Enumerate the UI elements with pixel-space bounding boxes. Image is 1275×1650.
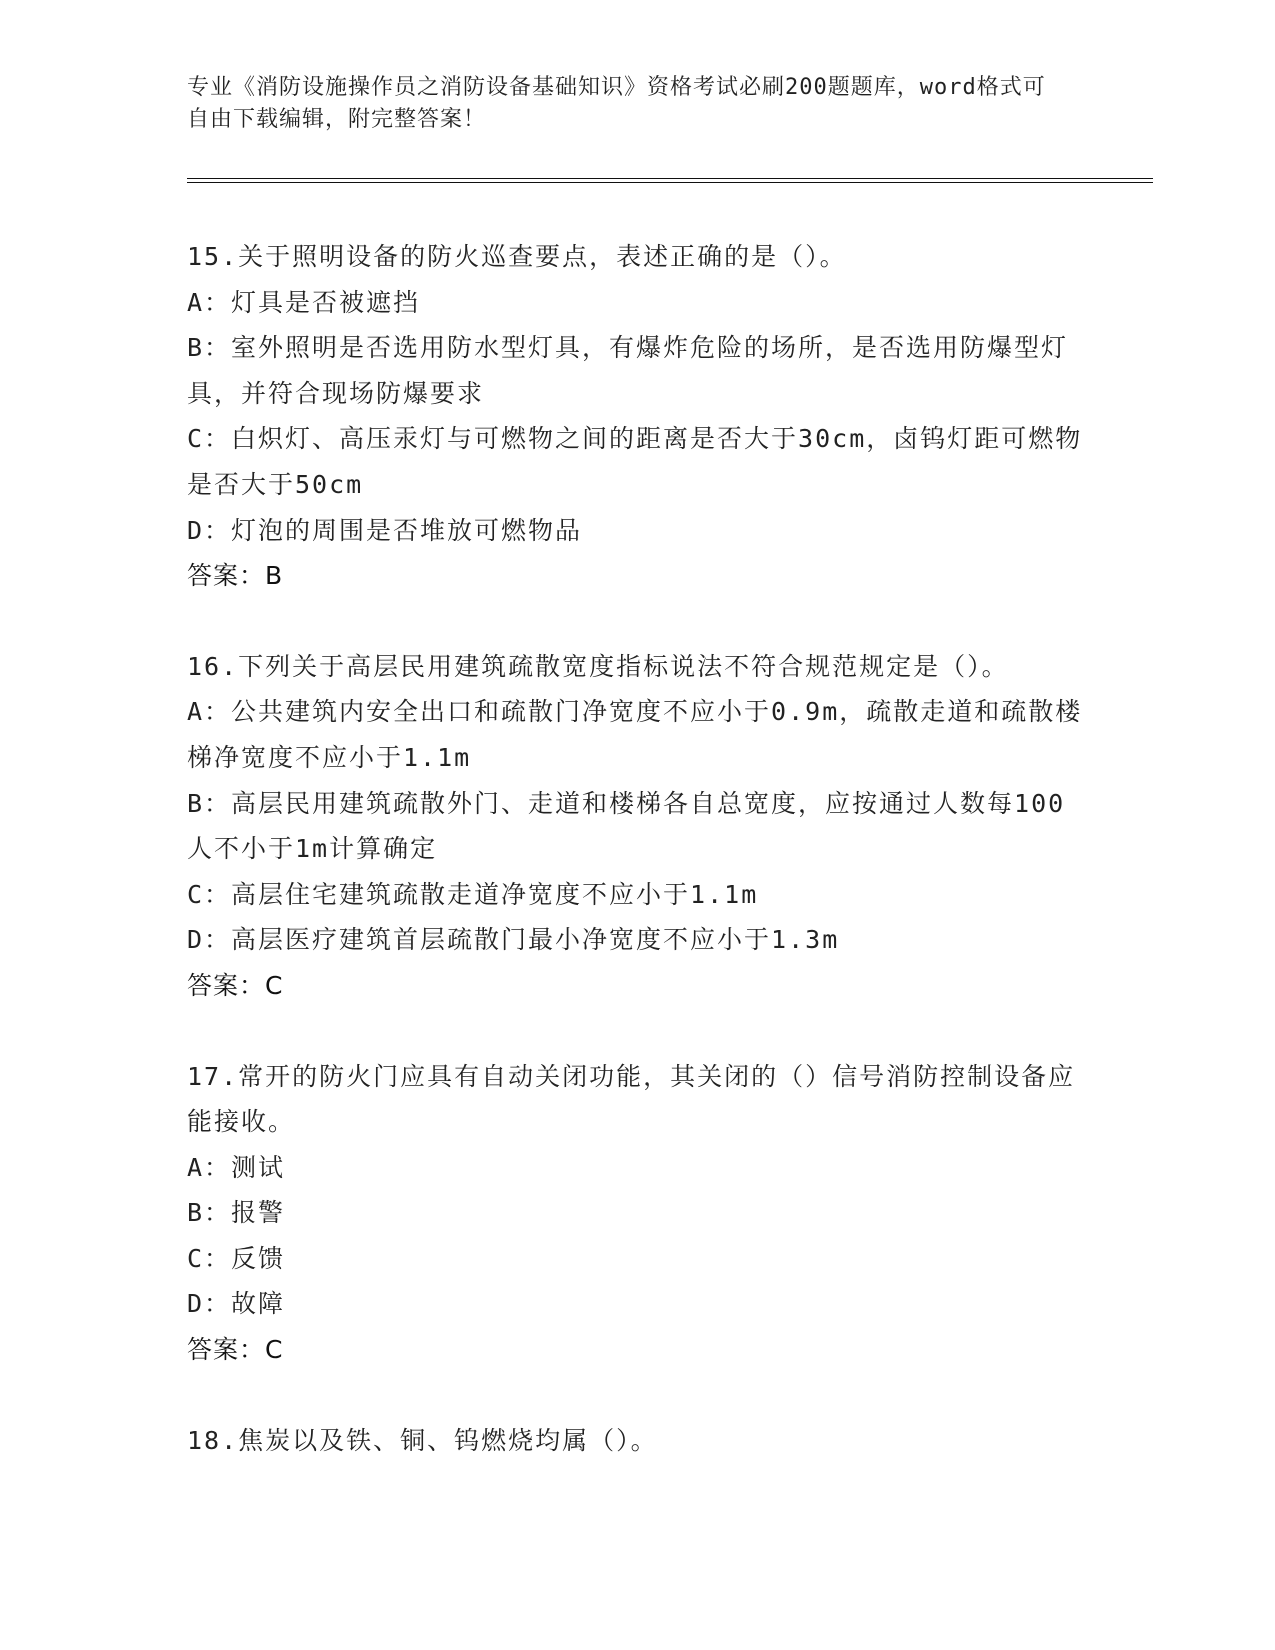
option-a: A：公共建筑内安全出口和疏散门净宽度不应小于0.9m，疏散走道和疏散楼梯净宽度不应小于1.1m [187, 697, 1083, 772]
option-c: C：白炽灯、高压汞灯与可燃物之间的距离是否大于30cm，卤钨灯距可燃物是否大于50cm [187, 424, 1083, 499]
answer: 答案：C [187, 1335, 284, 1365]
question-list [187, 234, 1087, 1463]
question-18 [187, 1418, 1087, 1464]
document-header-title: 专业《消防设施操作员之消防设备基础知识》资格考试必刷200题题库，word格式可自由下载编辑，附完整答案！ [187, 75, 1046, 132]
question-stem: 18.焦炭以及铁、铜、钨燃烧均属（）。 [187, 1425, 658, 1455]
question-stem: 17.常开的防火门应具有自动关闭功能，其关闭的（）信号消防控制设备应能接收。 [187, 1061, 1076, 1137]
header-divider [187, 178, 1153, 183]
question-17 [187, 1054, 1087, 1373]
answer: 答案：C [187, 970, 284, 1000]
option-d: D：高层医疗建筑首层疏散门最小净宽度不应小于1.3m [187, 925, 840, 955]
option-b: B：高层民用建筑疏散外门、走道和楼梯各自总宽度，应按通过人数每100人不小于1m计算确定 [187, 788, 1066, 864]
option-a: A：灯具是否被遮挡 [187, 287, 421, 317]
option-c: C：高层住宅建筑疏散走道净宽度不应小于1.1m [187, 879, 759, 909]
answer: 答案：B [187, 561, 284, 591]
option-d: D：灯泡的周围是否堆放可燃物品 [187, 515, 583, 545]
question-stem: 16.下列关于高层民用建筑疏散宽度指标说法不符合规范规定是（）。 [187, 651, 1009, 681]
option-a: A：测试 [187, 1152, 286, 1182]
option-c: C：反馈 [187, 1243, 286, 1273]
option-b: B：报警 [187, 1198, 286, 1228]
option-b: B：室外照明是否选用防水型灯具，有爆炸危险的场所，是否选用防爆型灯具，并符合现场防爆要求 [187, 333, 1069, 408]
question-16 [187, 644, 1087, 1009]
question-stem: 15.关于照明设备的防火巡查要点，表述正确的是（）。 [187, 242, 847, 271]
option-d: D：故障 [187, 1289, 286, 1319]
question-15 [187, 234, 1087, 599]
